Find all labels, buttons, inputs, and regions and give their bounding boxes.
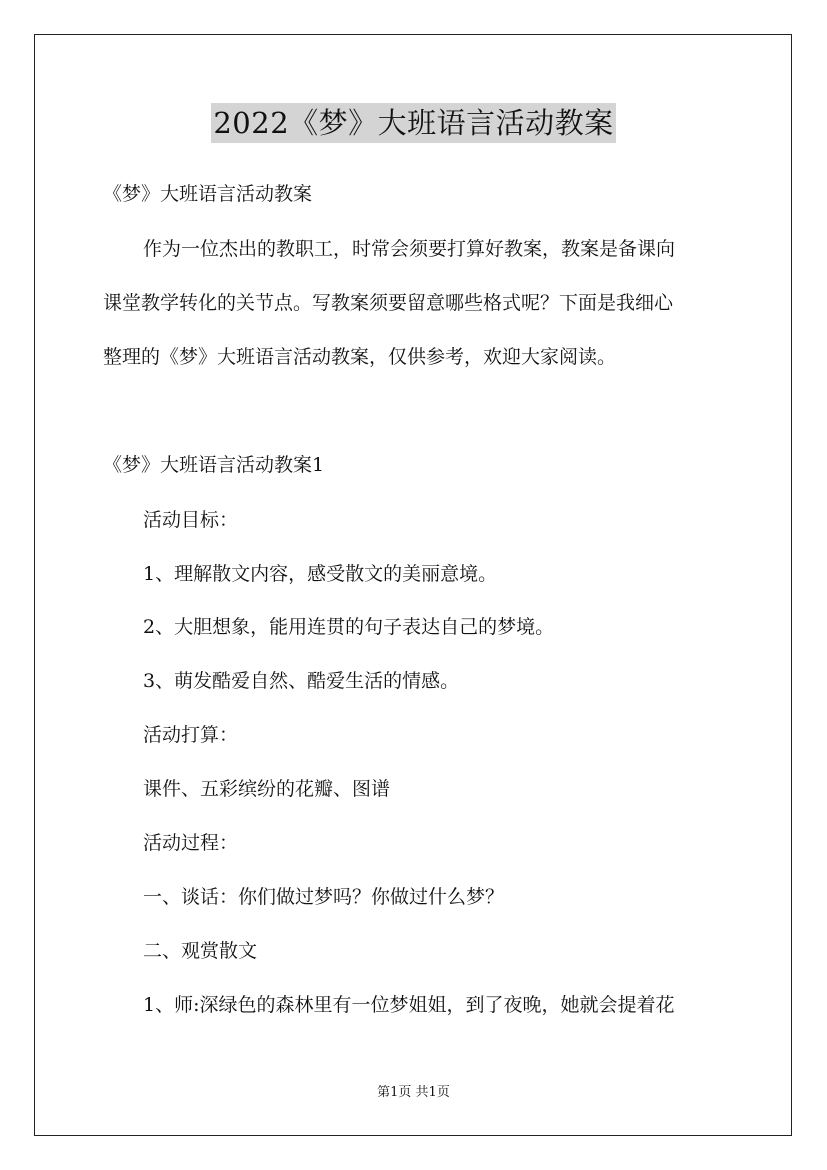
body-line: 2、大胆想象，能用连贯的句子表达自己的梦境。 — [143, 616, 555, 638]
section-heading: 《梦》大班语言活动教案1 — [103, 454, 325, 476]
document-title: 2022《梦》大班语言活动教案 — [211, 103, 615, 143]
body-line: 二、观赏散文 — [143, 940, 258, 962]
intro-line-1: 作为一位杰出的教职工，时常会须要打算好教案，教案是备课向 — [143, 238, 676, 260]
body-line: 一、谈话：你们做过梦吗？你做过什么梦？ — [143, 886, 505, 908]
body-line: 课件、五彩缤纷的花瓣、图谱 — [143, 778, 391, 800]
page-footer: 第1页 共1页 — [377, 1085, 450, 1100]
body-line: 1、师:深绿色的森林里有一位梦姐姐，到了夜晚，她就会提着花 — [143, 994, 675, 1016]
intro-line-3: 整理的《梦》大班语言活动教案，仅供参考，欢迎大家阅读。 — [103, 346, 617, 368]
body-line: 活动过程： — [143, 832, 239, 854]
body-line: 活动目标： — [143, 509, 239, 531]
title-container — [0, 103, 827, 143]
body-line: 活动打算： — [143, 724, 239, 746]
document-subtitle: 《梦》大班语言活动教案 — [103, 183, 313, 205]
body-line: 3、萌发酷爱自然、酷爱生活的情感。 — [143, 670, 460, 692]
intro-line-2: 课堂教学转化的关节点。写教案须要留意哪些格式呢？下面是我细心 — [103, 292, 674, 314]
body-line: 1、理解散文内容，感受散文的美丽意境。 — [143, 563, 498, 585]
